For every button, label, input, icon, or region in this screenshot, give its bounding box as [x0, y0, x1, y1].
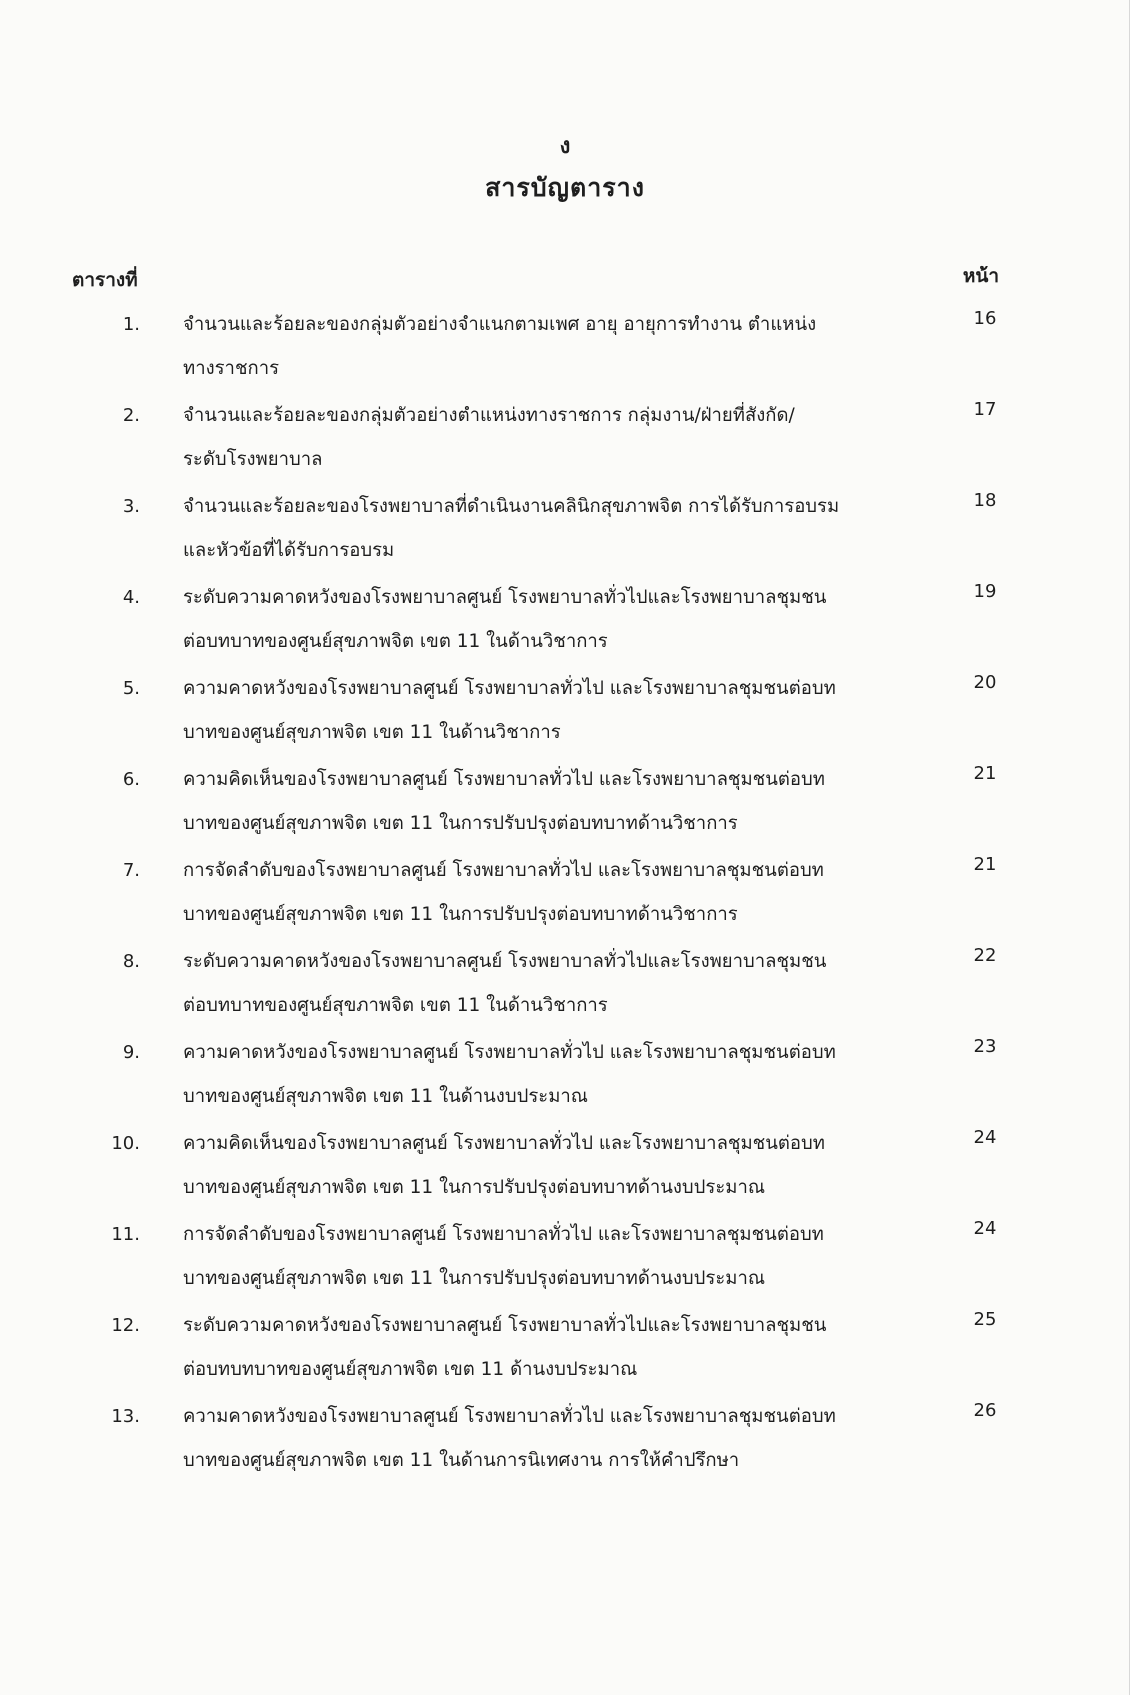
toc-entry: [0, 391, 1130, 482]
entry-number: 13.: [111, 1406, 140, 1427]
entry-number: 10.: [111, 1133, 140, 1154]
toc-entry: [0, 573, 1130, 664]
page-title: สารบัญตาราง: [485, 173, 645, 202]
entry-number: 1.: [122, 314, 140, 335]
entry-title-line-1: จำนวนและร้อยละของกลุ่มตัวอย่างจำแนกตามเพศ อายุ อายุการทำงาน ตำแหน่ง: [183, 314, 817, 335]
entry-page-number: 24: [973, 1127, 997, 1148]
entry-title-line-2: บาทของศูนย์สุขภาพจิต เขต 11 ในด้านงบประมาณ: [183, 1086, 588, 1107]
entry-number: 7.: [122, 860, 140, 881]
entry-number: 9.: [122, 1042, 140, 1063]
entry-number: 6.: [122, 769, 140, 790]
toc-entry: [0, 846, 1130, 937]
entry-title: [183, 849, 943, 937]
entry-page-number: 26: [973, 1400, 997, 1421]
toc-entry: [0, 1119, 1130, 1210]
entry-title-line-2: บาทของศูนย์สุขภาพจิต เขต 11 ในการปรับปรุงต่อบทบาทด้านวิชาการ: [183, 813, 738, 834]
entry-number: 11.: [111, 1224, 140, 1245]
entry-title-line-2: บาทของศูนย์สุขภาพจิต เขต 11 ในด้านการนิเทศงาน การให้คำปรึกษา: [183, 1450, 740, 1471]
entry-page-number: 16: [973, 308, 997, 329]
entry-page-number: 18: [973, 490, 997, 511]
entry-title-line-1: ความคิดเห็นของโรงพยาบาลศูนย์ โรงพยาบาลทั่วไป และโรงพยาบาลชุมชนต่อบท: [183, 1133, 825, 1154]
table-of-contents: [0, 300, 1130, 1483]
entry-title: [183, 758, 943, 846]
entry-title: [183, 1304, 943, 1392]
entry-title-line-1: ความคาดหวังของโรงพยาบาลศูนย์ โรงพยาบาลทั่วไป และโรงพยาบาลชุมชนต่อบท: [183, 1406, 836, 1427]
entry-title-line-1: ระดับความคาดหวังของโรงพยาบาลศูนย์ โรงพยาบาลทั่วไปและโรงพยาบาลชุมชน: [183, 951, 827, 972]
entry-title: [183, 1031, 943, 1119]
entry-title-line-1: การจัดลำดับของโรงพยาบาลศูนย์ โรงพยาบาลทั่วไป และโรงพยาบาลชุมชนต่อบท: [183, 860, 824, 881]
entry-title: [183, 394, 943, 482]
toc-entry: [0, 937, 1130, 1028]
toc-entry: [0, 300, 1130, 391]
toc-entry: [0, 755, 1130, 846]
entry-title-line-2: ทางราชการ: [183, 358, 280, 379]
entry-page-number: 22: [973, 945, 997, 966]
entry-title: [183, 1213, 943, 1301]
entry-number: 8.: [122, 951, 140, 972]
entry-page-number: 20: [973, 672, 997, 693]
entry-number: 4.: [122, 587, 140, 608]
entry-title-line-1: ระดับความคาดหวังของโรงพยาบาลศูนย์ โรงพยาบาลทั่วไปและโรงพยาบาลชุมชน: [183, 587, 827, 608]
entry-page-number: 24: [973, 1218, 997, 1239]
entry-title-line-1: ความคาดหวังของโรงพยาบาลศูนย์ โรงพยาบาลทั่วไป และโรงพยาบาลชุมชนต่อบท: [183, 1042, 836, 1063]
entry-page-number: 23: [973, 1036, 997, 1057]
toc-entry: [0, 1210, 1130, 1301]
entry-title: [183, 303, 943, 391]
toc-entry: [0, 664, 1130, 755]
entry-number: 3.: [122, 496, 140, 517]
entry-number: 2.: [122, 405, 140, 426]
entry-title-line-2: บาทของศูนย์สุขภาพจิต เขต 11 ในด้านวิชาการ: [183, 722, 561, 743]
entry-title-line-2: ระดับโรงพยาบาล: [183, 449, 323, 470]
entry-title: [183, 485, 943, 573]
entry-title-line-1: ระดับความคาดหวังของโรงพยาบาลศูนย์ โรงพยาบาลทั่วไปและโรงพยาบาลชุมชน: [183, 1315, 827, 1336]
page-column-header: หน้า: [962, 265, 999, 287]
entry-page-number: 17: [973, 399, 997, 420]
toc-entry: [0, 1028, 1130, 1119]
table-column-header: ตารางที่: [72, 269, 138, 291]
entry-title-line-2: บาทของศูนย์สุขภาพจิต เขต 11 ในการปรับปรุงต่อบทบาทด้านงบประมาณ: [183, 1177, 766, 1198]
entry-title-line-1: จำนวนและร้อยละของกลุ่มตัวอย่างตำแหน่งทางราชการ กลุ่มงาน/ฝ่ายที่สังกัด/: [183, 405, 795, 426]
entry-title-line-2: บาทของศูนย์สุขภาพจิต เขต 11 ในการปรับปรุงต่อบทบาทด้านงบประมาณ: [183, 1268, 766, 1289]
entry-title-line-1: การจัดลำดับของโรงพยาบาลศูนย์ โรงพยาบาลทั่วไป และโรงพยาบาลชุมชนต่อบท: [183, 1224, 824, 1245]
toc-entry: [0, 1392, 1130, 1483]
entry-title-line-2: ต่อบทบาทของศูนย์สุขภาพจิต เขต 11 ในด้านวิชาการ: [183, 631, 608, 652]
entry-title: [183, 576, 943, 664]
toc-entry: [0, 482, 1130, 573]
entry-title-line-2: บาทของศูนย์สุขภาพจิต เขต 11 ในการปรับปรุงต่อบทบาทด้านวิชาการ: [183, 904, 738, 925]
entry-title: [183, 1395, 943, 1483]
entry-number: 12.: [111, 1315, 140, 1336]
entry-number: 5.: [122, 678, 140, 699]
entry-title-line-1: ความคิดเห็นของโรงพยาบาลศูนย์ โรงพยาบาลทั่วไป และโรงพยาบาลชุมชนต่อบท: [183, 769, 825, 790]
entry-title-line-2: ต่อบทบาทของศูนย์สุขภาพจิต เขต 11 ในด้านวิชาการ: [183, 995, 608, 1016]
entry-page-number: 21: [973, 763, 997, 784]
entry-page-number: 21: [973, 854, 997, 875]
entry-title: [183, 1122, 943, 1210]
entry-title-line-1: จำนวนและร้อยละของโรงพยาบาลที่ดำเนินงานคลินิกสุขภาพจิต การได้รับการอบรม: [183, 496, 840, 517]
entry-title: [183, 940, 943, 1028]
entry-title-line-1: ความคาดหวังของโรงพยาบาลศูนย์ โรงพยาบาลทั่วไป และโรงพยาบาลชุมชนต่อบท: [183, 678, 836, 699]
entry-title-line-2: และหัวข้อที่ได้รับการอบรม: [183, 540, 395, 561]
page-number-letter: ง: [559, 134, 571, 159]
entry-title-line-2: ต่อบทบทบาทของศูนย์สุขภาพจิต เขต 11 ด้านงบประมาณ: [183, 1359, 638, 1380]
entry-title: [183, 667, 943, 755]
toc-entry: [0, 1301, 1130, 1392]
entry-page-number: 19: [973, 581, 997, 602]
entry-page-number: 25: [973, 1309, 997, 1330]
